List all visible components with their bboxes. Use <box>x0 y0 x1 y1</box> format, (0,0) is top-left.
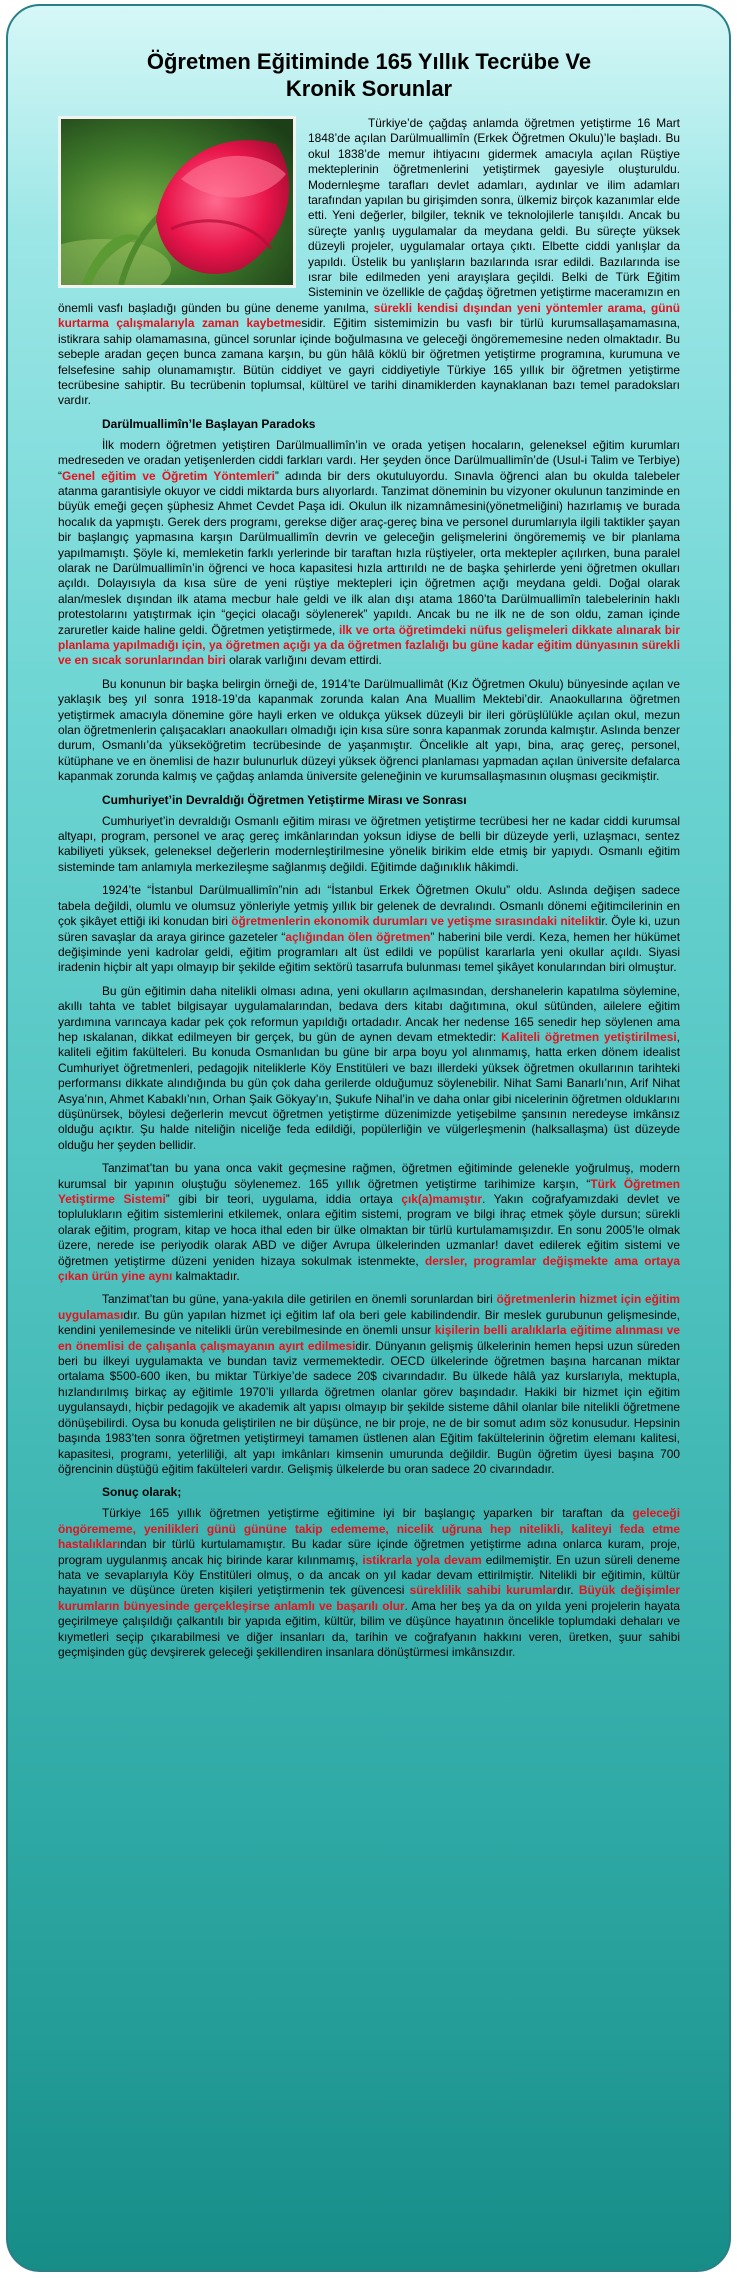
s2p2-highlight-1: öğretmenlerin ekonomik durumları ve yetişme sırasındaki nitelikt <box>231 914 599 929</box>
title-line-2: Kronik Sorunlar <box>285 76 453 101</box>
article <box>58 36 680 1668</box>
s2p3-text-1: Bu gün eğitimin daha nitelikli olması adına, yeni okulların açılmasından, dershanelerin kapatılma söylemine, akıllı tahta ve tablet bilgisayar uygulamalarından, bedava ders kitabı dağıtımına, okul sütünden, ailelere eğitim yardımına varıncaya kadar pek çok reformun yapıldığı ortadadır. Ancak her nedense 165 senedir hep söylenen ama hep ıskalanan, dikkat edilmeyen bir gerçek, bu gün de aynen devam etmektedir: <box>58 983 680 1044</box>
tulip-illustration <box>61 119 293 285</box>
section1-heading: Darülmuallimîn’le Başlayan Paradoks <box>102 416 316 431</box>
intro-highlight: sürekli kendisi dışından yeni yöntemler arama, günü kurtarma çalışmalarıyla zaman kaybetme <box>58 300 680 331</box>
intro-text-2: sidir. Eğitim sistemimizin bu vasfı bir türlü kurumsallaşamamasına, istikrara sahip olamamasına, güncel sorunlar içinde boğulmasına ve geleceği öngörememesine neden olmaktadır. Bu sebeple aradan geçen bunca zamana karşın, bu gün hâlâ köklü bir öğretmen yetiştirme programına, kurumuna ve felsefesine sahip olunamamıştır. Bütün ciddiyet ve gayri ciddiyetiyle Türkiye 165 yıllık bir öğretmen yetiştirme tecrübesine sahiptir. Bu tecrübenin toplumsal, kültürel ve tarihi dinamiklerden kaynaklanan bazı temel paradoksları vardır. <box>58 316 680 408</box>
c-text-3: edilmemiştir. En uzun süreli deneme hata ve sevaplarıyla Köy Enstitüleri olmuş, o da ancak on yıl kadar devam ettirilmiştir. Nitelikli bir eğitimin, kültür hayatının ve düşünce üreten kişileri yetiştirmenin tek güvencesi <box>58 1552 680 1598</box>
section2-paragraph-5 <box>58 1292 680 1477</box>
s2p2-text-3: ” haberini bile verdi. Keza, hemen her hükümet değişiminde yeni kadrolar geldi, eğitim programları alt üst edildi ve popülist kararlarla yeni okullar açıldı. Siyasi iradenin hiçbir alt yapı olmayıp bir şekilde eğitim sektörü tasarrufa bulunması temel şikâyet konularından biri olmuştur. <box>58 929 681 975</box>
section2-paragraph-3 <box>58 984 680 1153</box>
s2p5-highlight-2: kişilerin belli aralıklarla eğitime alınması ve en önemlisi de çalışanla çalışmayanın ayırt edilmesi <box>58 1323 681 1353</box>
title-line-1: Öğretmen Eğitiminde 165 Yıllık Tecrübe Ve <box>146 49 592 74</box>
section2-heading: Cumhuriyet’in Devraldığı Öğretmen Yetiştirme Mirası ve Sonrası <box>102 792 467 807</box>
s2p3-highlight: Kaliteli öğretmen yetiştirilmesi <box>501 1029 677 1044</box>
s1p1-highlight-2: ilk ve orta öğretimdeki nüfus gelişmeleri dikkate alınarak bir planlama yapılmadığı için, ya öğretmen açığı ya da öğretmen fazlalığı bu güne kadar eğitim dünyasının sürekli ve en sıcak sorunlarından biri <box>58 622 680 668</box>
s1p1-text-1: İlk modern öğretmen yetiştiren Darülmuallimîn’in ve orada yetişen hocaların, geleneksel eğitim kurumları medreseden ve oradan yetişenlerden ciddi farkları vardı. Her şeyden önce Darülmuallimîn’de (Usul-i Talim ve Terbiye) “ <box>58 437 680 483</box>
s2p4-text-1: Tanzimat’tan bu yana onca vakit geçmesine rağmen, öğretmen eğitiminde gelenekle yoğrulmuş, modern kurumsal bir yapının oluştuğu söylenemez. 165 yıllık öğretmen yetiştirme tarihimize karşın, “ <box>58 1161 680 1191</box>
s2p4-highlight-3: dersler, programlar değişmekte ama ortaya çıkan ürün yine aynı <box>58 1253 680 1284</box>
s2p2-highlight-2: açlığından ölen öğretmen <box>285 929 431 944</box>
s2p5-text-3: dir. Dünyanın gelişmiş ülkelerinin hemen hepsi uzun süreden beri bu ilkeyi uygulamakta ve bundan taviz vermemektedir. OECD ülkelerinde öğretmen başına harcanan miktar ortalama $500-600 iken, bu miktar Türkiye’de sadece 20$ civarındadır. Bu ülkede hâlâ yaz kurslarıyla, mektupla, hızlandırılmış birkaç ay eğitimle 1970’li yıllarda öğretmen olanlar görev başındadır. Hakiki bir hizmet için eğitim uygulansaydı, hiçbir pedagojik ve akademik alt yapısı olmayıp bir şekilde sisteme dâhil olanlar bile nitelikli öğretmene dönüşebilirdi. Oysa bu konuda geliştirilen ne bir düşünce, ne bir proje, ne de bir somut adım söz konusudur. Hepsinin başında 1983’ten sonra öğretmen yetiştirmeyi tamamen üstlenen alan Eğitim fakültelerinin öğretim elemanı kalitesi, kapasitesi, programı, yeterliliği, alt yapı imkânları kimsenin umurunda değildir. Bugün öğretim üyesi başına 700 öğrencinin düştüğü eğitim fakülteleri vardır. Gelişmiş ülkelerde bu oran sadece 20 civarındadır. <box>58 1338 680 1476</box>
s1p1-highlight-1: Genel eğitim ve Öğretim Yöntemleri <box>61 468 275 483</box>
section2-paragraph-1: Cumhuriyet’in devraldığı Osmanlı eğitim mirası ve öğretmen yetiştirme tecrübesi her ne kadar ciddi kurumsal altyapı, program, personel ve araç gereç imkânlarından yoksun idiyse de belli bir düzeyde yerli, uzlaşmacı, sentez kabiliyeti yüksek, geleneksel değerlerin modernleştirilmesine yönelik birikim elde etmiş bir yapıydı. Osmanlı eğitim sisteminde tam anlamıyla merkezileşme sağlanmış değildi. Eğitimde dağınıklık hâkimdi. <box>58 813 680 874</box>
section1-paragraph-2: Bu konunun bir başka belirgin örneği de, 1914’te Darülmuallimât (Kız Öğretmen Okulu) bünyesinde açılan ve yaklaşık beş yıl sonra 1918-19’da kapanmak zorunda kalan Ana Muallim Mektebi’dir. Anaokullarına öğretmen yetiştirmek amacıyla dönemine göre hayli erken ve oldukça yüksek düzeyli bir ileri görüşlülükle açılan okul, mezun olan öğretmenlerin çalışacakları anaokulları olmadığı için kısa süre sonra kapanmak zorunda kalmıştır. Aslında benzer durum, Osmanlı’da yükseköğretim tecrübesinde de yaşanmıştır. Öncelikle alt yapı, bina, araç gereç, personel, kütüphane ve en önemlisi de hazır bulunurluk düzeyi yüksek öğrenci planlaması yapmadan açılan üniversite defalarca kapanmak zorunda kalmış ve çağdaş anlamda üniversite geleneğinin ve kurumsallaşmasının oluşması gecikmiştir. <box>58 676 680 784</box>
s2p3-text-2: , kaliteli eğitim fakülteleri. Bu konuda Osmanlıdan bu güne bir arpa boyu yol alınmamış, hatta erken dönem idealist Cumhuriyet öğretmenleri, pedagojik niteliklerle Köy Enstitüleri ve bazı illerdeki yüksek öğretmen okullarının tarihteki performansı dikkate alındığında bu gün çok daha gerilerde olduğumuz söylenebilir. Nihat Sami Banarlı’nın, Arif Nihat Asya’nın, Ahmet Kabaklı’nın, Orhan Şaik Gökyay’ın, Şukufe Nihal’in ve daha onlar gibi nicelerinin öğretmen olduklarını düşünürsek, böylesi değerlerin mevcut öğretmen yetiştirme düzenimizde yetişebilme şansının neredeyse imkânsız olduğu açıktır. Şu halde niteliğin niceliğe feda edildiği, popülerliğin ve vülgerleşmenin (halksallaşma) üst düzeyde olduğu her şeyden bellidir. <box>58 1029 680 1152</box>
s1p1-text-2: ” adında bir ders okutuluyordu. Sınavla öğrenci alan bu okulda talebeler atanma garantisiyle okuyor ve ciddi miktarda burs alıyorlardı. Tanzimat döneminin bu vizyoner okulunun tanziminde en büyük emeği geçen şüphesiz Ahmet Cevdet Paşa idi. Okulun ilk nizamnâmesini(yönetmeliğini) hazırlamış ve burada hocalık da yapmıştı. Gerek ders programı, gerekse diğer araç-gereç bina ve personel durumlarıyla ilgili taktikler şayan bir başlangıç yapmasına karşın Darülmuallimîn devrin ve geleceğin gelişmelerini öngörememiş ve bir planlama yapılmamıştı. Şöyle ki, memleketin farklı yerlerinde bir taraftan hızla rüştiyeler, orta mektepler açılırken, buna paralel olarak ne Darülmuallimîn’in öğrenci ve hoca kapasitesi hızla arttırıldı ne de başka şehirlerde yeni öğretmen okulları açıldı. Dolayısıyla da kısa süre de yeni rüştiye mektepleri için öğretmen açığı meydana geldi. Doğal olarak alan/meslek dışından ilk atama mecbur hale geldi ve ilk alan dışı atama 1860’ta Darülmuallimîn talebelerinin haklı protestolarını yatıştırmak için “geçici olacağı söylenerek” yapıldı. Ancak bu ne ilk ne de son oldu, zaman içinde zaruretler kaide haline geldi. Öğretmen yetiştirmede, <box>58 468 680 637</box>
c-text-2: ndan bir türlü kurtulamamıştır. Bu kadar süre içinde öğretmen yetiştirme adına onlarca kuram, proje, program uygulanmış ancak hiç birinde karar kılınmamış, <box>58 1537 680 1567</box>
s2p4-highlight-1: Türk Öğretmen Yetiştirme Sistemi <box>58 1176 681 1206</box>
s2p4-highlight-2: çık(a)mamıştır <box>401 1192 482 1206</box>
intro-text-1: Türkiye’de çağdaş anlamda öğretmen yetiştirme 16 Mart 1848’de açılan Darülmuallimîn (Erkek Öğretmen Okulu)’le başladı. Bu okul 1838’de memur ihtiyacını gidermek amacıyla açılan Rüştiye mekteplerinin öğretmenlerini yetiştirmek gayesiyle oluşturuldu. Modernleşme tarafları devlet adamları, aydınlar ve ilim adamları tarafından yapılan bu girişimden sonra, ülkemiz birçok kazanımlar elde etti. Yeni değerler, bilgiler, teknik ve teknolojilerle tanışıldı. Ancak bu süreçte yanlış uygulamalar da meydana geldi. Bu süreçte yüksek düzeyli projeler, uygulamalar ortaya çıktı. Elbette ciddi yanlışlar da yapıldı. Üstelik bu yanlışların bazılarında ısrar edildi. Bazılarında ise ısrar bile edilmeden yeni arayışlara geçildi. Belki de Türk Eğitim Sisteminin ve özellikle de çağdaş öğretmen yetiştirme maceramızın en önemli vasfı başladığı günden bu güne deneme yanılma, <box>58 116 680 315</box>
s2p4-text-2: ” gibi bir teori, uygulama, iddia ortaya <box>165 1192 402 1206</box>
conclusion-paragraph <box>58 1506 680 1660</box>
c-highlight-1: geleceği öngörememe, yenilikleri günü gününe takip edememe, nicelik uğruna hep nitelikli, kaliteyi feda etme hastalıkları <box>58 1506 680 1552</box>
section1-paragraph-1 <box>58 438 680 669</box>
c-highlight-4: Büyük değişimler kurumların bünyesinde gerçekleşirse anlamlı ve başarılı olur <box>58 1583 680 1613</box>
section2-paragraph-2 <box>58 883 680 975</box>
c-text-1: Türkiye 165 yıllık öğretmen yetiştirme eğitimine iyi bir başlangıç yaparken bir taraftan da <box>102 1506 633 1521</box>
c-text-4: dır. <box>557 1583 579 1598</box>
s2p4-text-4: kalmaktadır. <box>172 1269 240 1284</box>
c-highlight-2: istikrarla yola devam <box>362 1552 482 1567</box>
tulip-photo <box>58 116 296 288</box>
article-title <box>58 48 680 102</box>
section2-paragraph-4 <box>58 1161 680 1284</box>
s2p2-text-1: 1924’te “İstanbul Darülmuallimîn”nin adı “İstanbul Erkek Öğretmen Okulu” oldu. Aslında değişen sadece tabela değildi, olumlu ve olumsuz yönleriyle yetmiş yıllık bir gelenek de devralındı. Osmanlı dönemi eğitimcilerinin en çok şikâyet ettiği iki konudan biri <box>58 883 680 929</box>
c-highlight-3: süreklilik sahibi kurumlar <box>409 1583 558 1598</box>
c-text-5: . Ama her beş ya da on yılda yeni projelerin hayata geçirilmeye çalışıldığı çalkantılı bir yapıda eğitim, kültür, bilim ve düşünce hayatının öncelikle toplumdaki dehaları ve kıymetleri seçip çıkarabilmesi ve diğer insanları da, tarihin ve coğrafyanın hakkını veren, üretken, şuur sahibi geçmişinden güç devşirerek geleceği şekillendiren insanlara dönüştürmesi imkânsızdır. <box>58 1598 680 1659</box>
page-frame <box>6 4 731 2272</box>
s2p5-text-2: dır. Bu gün yapılan hizmet içi eğitim laf ola beri gele kabilindendir. Bir meslek gurubunun gelişmesinde, kendini yenilemesinde ve nitelikli ürün verebilmesinde en önemli unsur <box>58 1307 680 1338</box>
s2p4-text-3: . Yakın coğrafyamızdaki devlet ve toplulukların eğitim sistemlerini etkilemek, onlara eğitim sistemi, program ve bilgi ihraç etmek şöyle dursun; sürekli olarak eğitim, program, kitap ve hoca ithal eden bir ülke olmaktan bir türlü kurtulamamışızdır. En sonu 2005’le olmak üzere, nerede ise periyodik olarak ABD ve diğer Avrupa ülkelerinden uzmanlar! davet edilerek eğitim sistemi ve öğretmen yetiştirme düzeni yeniden hizaya sokulmak istenmekte, <box>58 1192 680 1268</box>
s2p2-text-2: ir. Öyle ki, uzun süren savaşlar da araya girince gazeteler “ <box>58 914 680 944</box>
s1p1-text-3: olarak varlığını devam ettirdi. <box>225 653 382 668</box>
s2p5-text-1: Tanzimat’tan bu güne, yana-yakıla dile getirilen en önemli sorunlardan biri <box>102 1292 497 1307</box>
conclusion-heading: Sonuç olarak; <box>102 1485 182 1500</box>
s2p5-highlight-1: öğretmenlerin hizmet için eğitim uygulaması <box>58 1292 680 1322</box>
